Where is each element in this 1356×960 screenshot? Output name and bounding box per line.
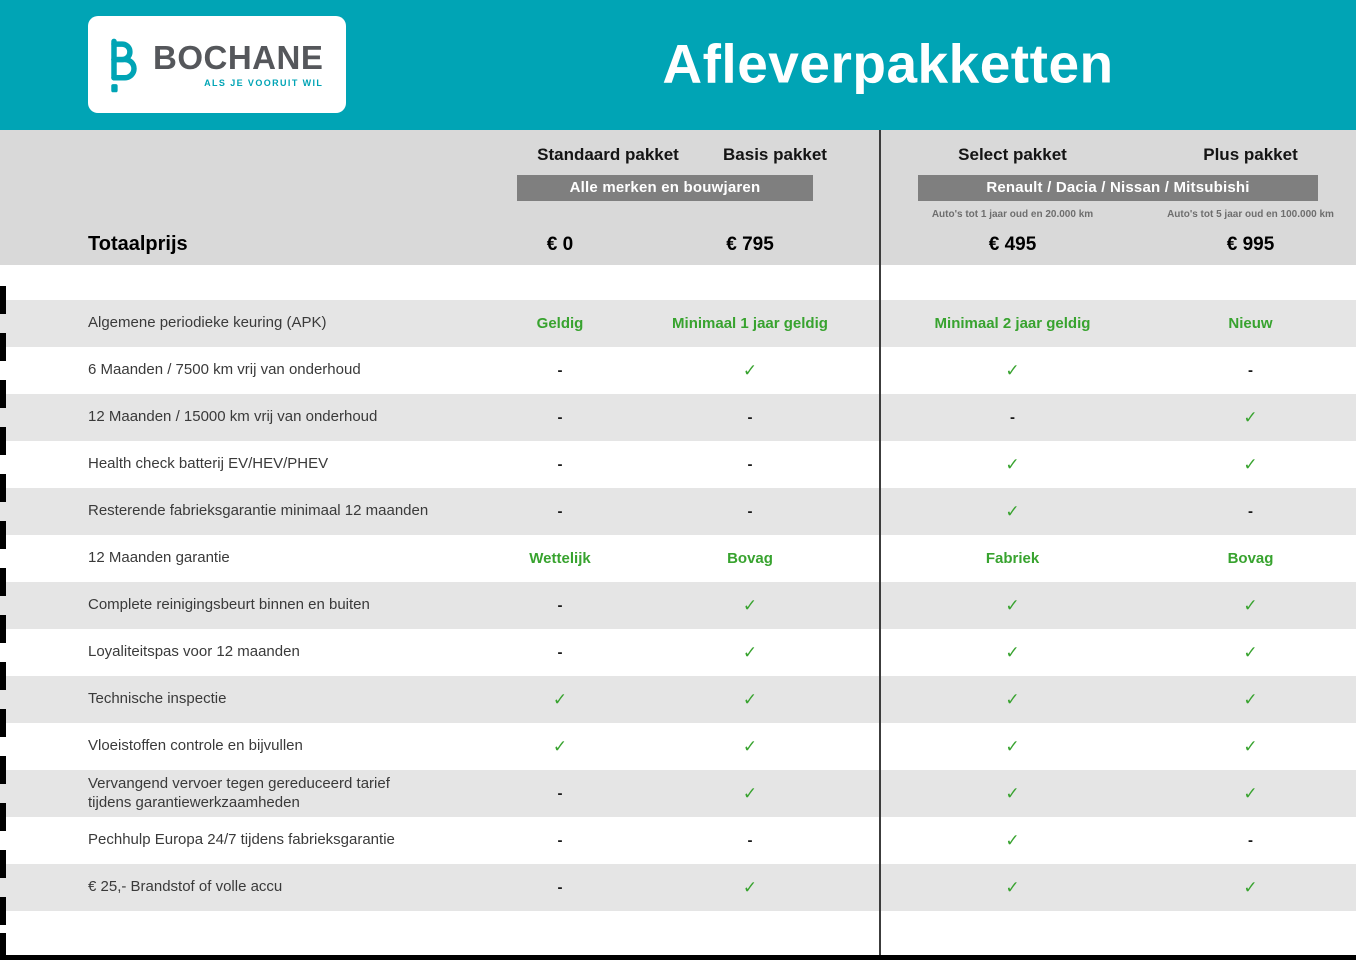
row-label: Vloeistoffen controle en bijvullen [88,737,303,755]
cell-not-included [670,456,830,474]
table-row [0,300,1356,347]
check-icon: ✓ [1243,689,1258,710]
cell-included [670,878,830,898]
table-row [0,629,1356,676]
cell-text-value [1145,550,1356,568]
cell-value-text: Minimaal 2 jaar geldig [934,314,1091,332]
row-label: Pechhulp Europa 24/7 tijdens fabrieksgarantie [88,831,395,849]
cell-value-text: Minimaal 1 jaar geldig [672,314,828,332]
check-icon: ✓ [1005,595,1020,616]
cell-not-included [450,785,670,803]
table-row [0,817,1356,864]
cell-included [670,737,830,757]
check-icon: ✓ [1005,501,1020,522]
table-row [0,723,1356,770]
check-icon: ✓ [552,736,568,757]
check-icon: ✓ [742,642,758,663]
dash-icon: - [557,408,563,426]
cell-not-included [670,503,830,521]
cell-value-text: Bovag [727,549,773,567]
row-label: Health check batterij EV/HEV/PHEV [88,455,329,473]
dash-icon: - [557,502,563,520]
check-icon: ✓ [552,689,568,710]
dash-icon: - [747,502,753,520]
cell-not-included [450,832,670,850]
row-label: Complete reinigingsbeurt binnen en buiten [88,596,370,614]
cell-included [450,737,670,757]
bochane-logo [88,16,346,113]
dash-icon: - [557,784,563,802]
cell-included [670,690,830,710]
cell-not-included [450,456,670,474]
cell-not-included [1145,832,1356,850]
dash-icon: - [1010,408,1015,426]
total-price-basis: € 795 [726,233,774,255]
logo-tagline: ALS JE VOORUIT WIL [204,78,324,88]
row-label: Loyaliteitspas voor 12 maanden [88,643,300,661]
logo-text [153,41,323,88]
bottom-border [0,955,1356,960]
column-header-basis-pakket: Basis pakket [723,145,827,164]
check-icon: ✓ [1005,689,1020,710]
cell-included [1145,784,1356,804]
check-icon: ✓ [1243,877,1258,898]
badge-all-brands: Alle merken en bouwjaren [517,175,813,201]
cell-included [880,361,1145,381]
cell-not-included [1145,503,1356,521]
check-icon: ✓ [1005,783,1020,804]
check-icon: ✓ [1005,360,1020,381]
table-body [0,300,1356,911]
dash-icon: - [747,408,753,426]
dash-icon: - [1248,502,1253,520]
check-icon: ✓ [742,736,758,757]
cell-text-value [670,550,830,568]
column-header-plus-pakket: Plus pakket [1203,145,1298,164]
badge-wrap-left [450,175,880,201]
cell-not-included [450,644,670,662]
cell-included [880,643,1145,663]
cell-included [1145,408,1356,428]
row-label: € 25,- Brandstof of volle accu [88,878,283,896]
cell-value-text: Fabriek [985,549,1040,567]
total-price-row [0,233,1356,256]
table-row [0,394,1356,441]
cell-included [880,831,1145,851]
row-label: 12 Maanden / 15000 km vrij van onderhoud [88,408,378,426]
check-icon: ✓ [1005,830,1020,851]
check-icon: ✓ [742,595,758,616]
dash-icon: - [747,455,753,473]
cell-included [1145,596,1356,616]
cell-text-value [1145,315,1356,333]
package-headers [0,144,1356,166]
cell-value-text: Geldig [536,314,584,332]
package-notes [0,209,1356,221]
check-icon: ✓ [1243,407,1258,428]
dash-icon: - [557,361,563,379]
spacer-bottom [0,911,1356,955]
row-label: Algemene periodieke keuring (APK) [88,314,327,332]
cell-not-included [450,362,670,380]
table-row [0,441,1356,488]
cell-included [1145,737,1356,757]
note-plus-pakket: Auto's tot 5 jaar oud en 100.000 km [1167,209,1334,220]
cell-not-included [670,832,830,850]
row-label: Resterende fabrieksgarantie minimaal 12 maanden [88,502,429,520]
badge-wrap-right [880,175,1356,201]
cell-included [670,596,830,616]
table-header-band [0,130,1356,265]
table-row [0,676,1356,723]
dash-icon: - [557,643,563,661]
cell-included [1145,455,1356,475]
banner [0,0,1356,130]
cell-not-included [450,409,670,427]
check-icon: ✓ [1005,877,1020,898]
cell-included [880,502,1145,522]
table-row [0,535,1356,582]
dash-icon: - [557,596,563,614]
cell-value-text: Nieuw [1228,314,1273,332]
cell-not-included [1145,362,1356,380]
cell-included [880,690,1145,710]
cell-not-included [450,503,670,521]
check-icon: ✓ [1243,642,1258,663]
row-label: 6 Maanden / 7500 km vrij van onderhoud [88,361,361,379]
cell-text-value [450,550,670,568]
check-icon: ✓ [1243,736,1258,757]
check-icon: ✓ [1243,454,1258,475]
dash-icon: - [557,831,563,849]
cell-included [670,361,830,381]
column-header-standaard-pakket: Standaard pakket [537,145,679,164]
cell-value-text: Wettelijk [529,549,591,567]
dash-icon: - [557,455,563,473]
cell-included [880,737,1145,757]
logo-name: BOCHANE [153,39,324,76]
check-icon: ✓ [1243,783,1258,804]
total-price-standaard: € 0 [546,233,574,255]
check-icon: ✓ [1005,642,1020,663]
check-icon: ✓ [1005,736,1020,757]
spacer-top [0,265,1356,300]
cell-included [1145,878,1356,898]
vertical-divider [879,130,881,955]
check-icon: ✓ [742,783,758,804]
total-price-label: Totaalprijs [88,233,188,255]
check-icon: ✓ [742,360,758,381]
check-icon: ✓ [742,689,758,710]
cell-included [450,690,670,710]
dash-icon: - [1248,361,1253,379]
bochane-logo-icon [104,35,144,95]
row-label: Technische inspectie [88,690,227,708]
row-label: 12 Maanden garantie [88,549,230,567]
cell-included [880,878,1145,898]
cell-text-value [880,315,1145,333]
total-price-select: € 495 [988,233,1037,255]
cell-text-value [880,550,1145,568]
table-row [0,582,1356,629]
dash-icon: - [747,831,753,849]
check-icon: ✓ [1005,454,1020,475]
table-row [0,770,1356,817]
cell-value-text: Bovag [1227,549,1274,567]
cell-text-value [450,315,670,333]
cell-included [670,643,830,663]
row-label: Vervangend vervoer tegen gereduceerd tarief tijdens garantiewerkzaamheden [88,774,390,811]
cell-included [1145,690,1356,710]
check-icon: ✓ [1243,595,1258,616]
cell-included [1145,643,1356,663]
cell-included [880,784,1145,804]
table-row [0,488,1356,535]
dash-icon: - [1248,831,1253,849]
cell-text-value [670,315,830,333]
check-icon: ✓ [742,877,758,898]
page-title: Afleverpakketten [662,32,1114,95]
total-price-plus: € 995 [1226,233,1275,255]
cell-not-included [450,597,670,615]
cell-not-included [670,409,830,427]
brand-badges [0,175,1356,201]
dash-icon: - [557,878,563,896]
column-header-select-pakket: Select pakket [958,145,1067,164]
cell-included [670,784,830,804]
cell-not-included [880,409,1145,427]
badge-renault-dacia-nissan-mitsubishi: Renault / Dacia / Nissan / Mitsubishi [918,175,1318,201]
cell-included [880,596,1145,616]
note-select-pakket: Auto's tot 1 jaar oud en 20.000 km [931,209,1094,220]
cell-included [880,455,1145,475]
table-row [0,864,1356,911]
table-row [0,347,1356,394]
cell-not-included [450,879,670,897]
